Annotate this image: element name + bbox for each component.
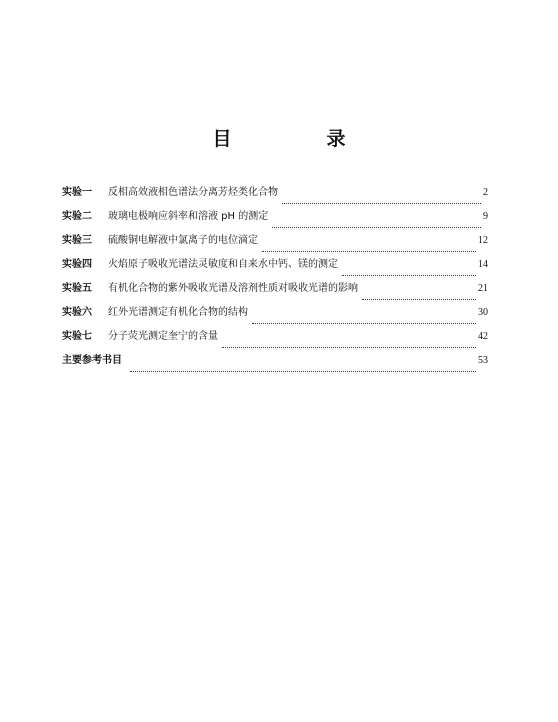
page-title: 目 录 <box>212 128 384 150</box>
toc-entry-title: 有机化合物的紫外吸收光谱及溶剂性质对吸收光谱的影响 <box>108 283 358 294</box>
dot-leader <box>342 274 476 276</box>
table-of-contents <box>62 186 488 378</box>
toc-entry-2[interactable] <box>62 210 488 234</box>
toc-entry-label: 实验三 <box>62 235 92 246</box>
toc-entry-label: 实验七 <box>62 331 92 342</box>
dot-leader <box>272 226 481 228</box>
toc-entry-7[interactable] <box>62 330 488 354</box>
dot-leader <box>222 346 476 348</box>
toc-entry-label: 实验五 <box>62 283 92 294</box>
toc-entry-label: 实验六 <box>62 307 92 318</box>
toc-entry-title: 火焰原子吸收光谱法灵敏度和自来水中钙、镁的测定 <box>108 259 338 270</box>
dot-leader <box>362 298 476 300</box>
dot-leader <box>130 370 476 372</box>
dot-leader <box>262 250 476 252</box>
toc-entry-page: 42 <box>478 331 488 342</box>
toc-entry-label: 实验一 <box>62 187 92 198</box>
toc-entry-3[interactable] <box>62 234 488 258</box>
toc-entry-4[interactable] <box>62 258 488 282</box>
toc-entry-page: 12 <box>478 235 488 246</box>
toc-entry-label: 实验四 <box>62 259 92 270</box>
toc-entry-title: 分子荧光测定奎宁的含量 <box>108 331 218 342</box>
toc-entry-label: 主要参考书目 <box>62 355 122 366</box>
toc-entry-1[interactable] <box>62 186 488 210</box>
toc-entry-page: 9 <box>483 211 488 222</box>
toc-entry-5[interactable] <box>62 282 488 306</box>
toc-entry-6[interactable] <box>62 306 488 330</box>
toc-entry-page: 2 <box>483 187 488 198</box>
toc-entry-label: 实验二 <box>62 211 92 222</box>
toc-entry-page: 14 <box>478 259 488 270</box>
toc-entry-page: 53 <box>478 355 488 366</box>
toc-entry-title: 反相高效液相色谱法分离芳烃类化合物 <box>108 187 278 198</box>
toc-entry-references[interactable] <box>62 354 488 378</box>
dot-leader <box>282 202 481 204</box>
toc-entry-page: 30 <box>478 307 488 318</box>
dot-leader <box>252 322 476 324</box>
toc-entry-title: 玻璃电极响应斜率和溶液 pH 的测定 <box>108 211 269 222</box>
toc-entry-title: 硫酸铜电解液中氯离子的电位滴定 <box>108 235 258 246</box>
toc-entry-page: 21 <box>478 283 488 294</box>
toc-entry-title: 红外光谱测定有机化合物的结构 <box>108 307 248 318</box>
